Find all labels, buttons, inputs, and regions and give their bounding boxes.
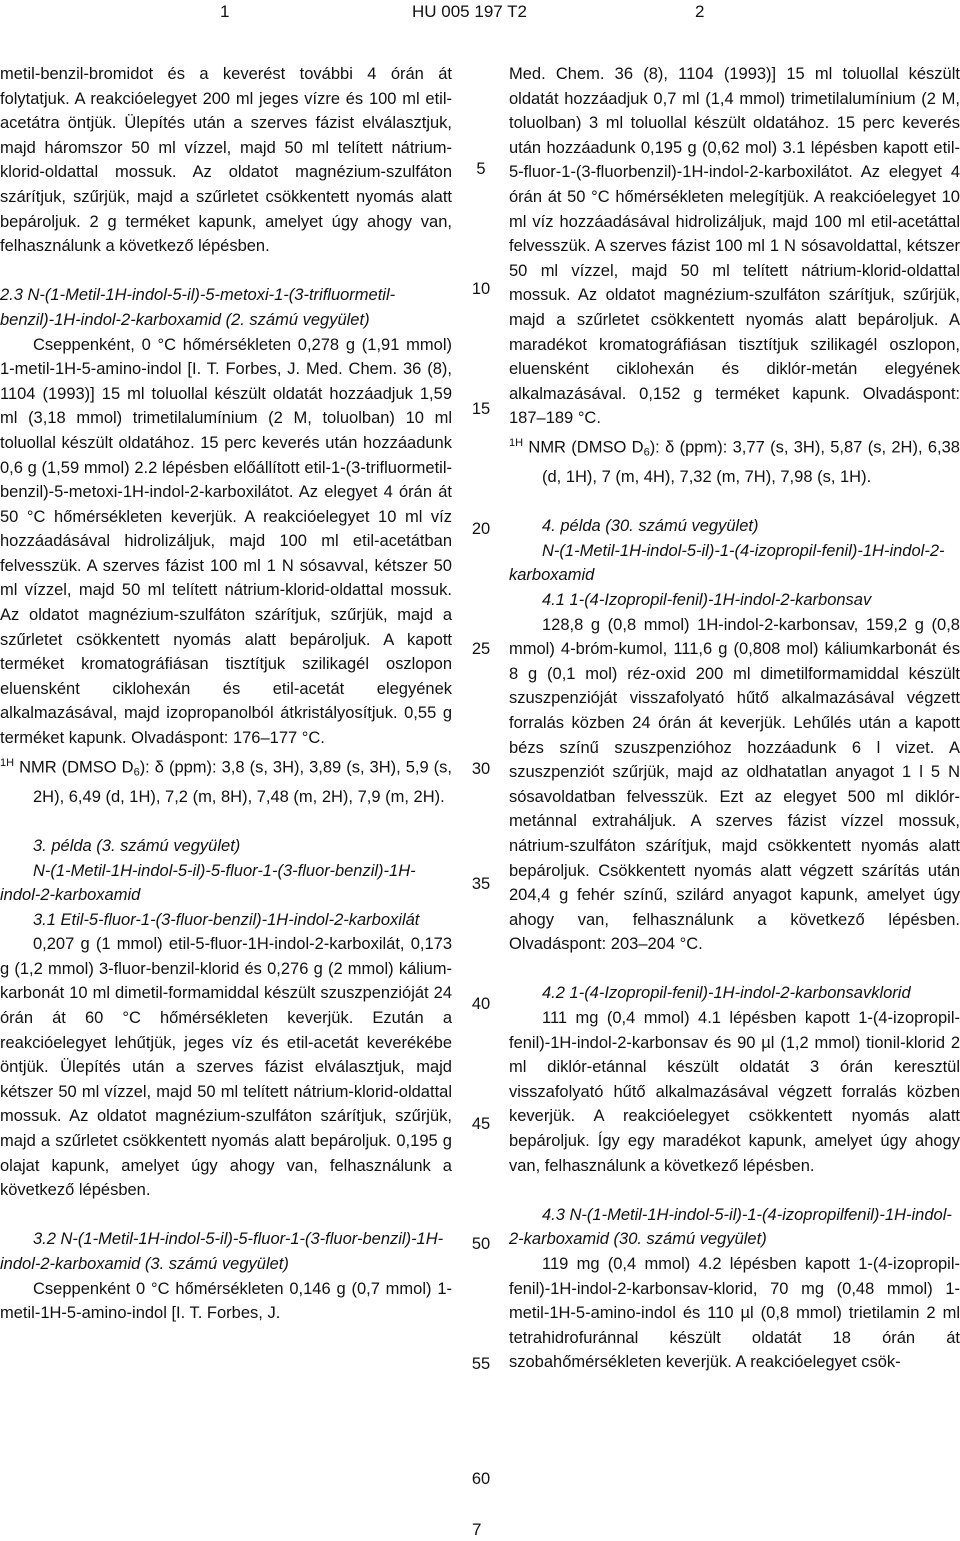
line-number: 50: [471, 1235, 491, 1253]
nmr-data: [509, 431, 960, 490]
line-number: 10: [471, 280, 491, 298]
line-number: 40: [471, 995, 491, 1013]
nmr-subscript: 6: [133, 766, 140, 779]
paragraph: 128,8 g (0,8 mmol) 1H-indol-2-karbonsav, 159,2 g (0,8 mmol) 4-bróm-kumol, 111,6 g (0,808 mol) káliumkarbonát és 8 g (0,1 mol) réz-oxid 200 ml dimetilformamiddal készült szuszpenzióját visszafolyató hűtő alkalmazásával végzett forralás közben 24 órán át keverjük. Lehűlés után a kapott bézs színű szuszpenzióhoz hozzáadunk 6 l vizet. A szuszpenziót szűrjük, majd az oldhatatlan anyagot 1 l 5 N sósavoldatban felvesszük. Ezt az elegyet 500 ml diklór-metánnal extraháljuk. A szerves fázist vízzel mossuk, nátrium-szulfáton szárítjuk, majd csökkentett nyomás alatt bepároljuk. Csökkentett nyomás alatt végzett szárítás után 204,4 g fehér színű, szilárd anyagot kapunk, amelyet úgy ahogy van, felhasználunk a következő lépésben. Olvadáspont: 203–204 °C.: [509, 615, 960, 954]
section-heading: 2.3 N-(1-Metil-1H-indol-5-il)-5-metoxi-1-(3-trifluormetil-benzil)-1H-indol-2-karboxamid (2. számú vegyület): [0, 286, 396, 329]
example-heading: 3. példa (3. számú vegyület): [33, 836, 241, 855]
left-column: [0, 62, 452, 1326]
page-number-right: 2: [695, 2, 705, 21]
nmr-text: ): δ (ppm): 3,8 (s, 3H), 3,89 (s, 3H), 5,9 (s, 2H), 6,49 (d, 1H), 7,2 (m, 8H), 7,48 (m, 2H), 7,9 (m, 2H).: [33, 758, 452, 806]
compound-title: N-(1-Metil-1H-indol-5-il)-5-fluor-1-(3-fluor-benzil)-1H-indol-2-karboxamid: [0, 861, 416, 905]
compound-title: N-(1-Metil-1H-indol-5-il)-1-(4-izopropil-fenil)-1H-indol-2-karboxamid: [509, 541, 945, 585]
nmr-data: [0, 751, 452, 810]
paragraph: metil-benzil-bromidot és a keverést további 4 órán át folytatjuk. A reakcióelegyet 200 ml jeges vízre és 100 ml etil-acetátra öntjük. Ülepítés után a szerves fázist elválasztjuk, majd háromszor 50 ml vízzel, majd 50 ml telített nátrium-klorid-oldattal mossuk. Az oldatot magnézium-szulfáton szárítjuk, szűrjük, majd a szűrletet csökkentett nyomás alatt bepároljuk. 2 g terméket kapunk, amelyet úgy ahogy van, felhasználunk a következő lépésben.: [0, 65, 452, 256]
line-number: 30: [471, 760, 491, 778]
nmr-subscript: 6: [643, 446, 650, 459]
paragraph: 0,207 g (1 mmol) etil-5-fluor-1H-indol-2-karboxilát, 0,173 g (1,2 mmol) 3-fluor-benzil-klorid és 0,276 g (2 mmol) kálium-karbonát 10 ml dimetil-formamiddal készült szuszpenzióját 24 órán át 60 °C hőmérsékleten keverjük. Ezután a reakcióelegyet lehűtjük, jeges víz és etil-acetát keverékébe öntjük. Ülepítés után a szerves fázist elválasztjuk, majd kétszer 50 ml vízzel, majd 50 ml telített nátrium-klorid-oldattal mossuk. Az oldatot magnézium-szulfáton szárítjuk, szűrjük, majd a szűrletet csökkentett nyomás alatt bepároljuk. 0,195 g olajat kapunk, amelyet úgy ahogy van, felhasználunk a következő lépésben.: [0, 935, 452, 1200]
paragraph: 119 mg (0,4 mmol) 4.2 lépésben kapott 1-(4-izopropil-fenil)-1H-indol-2-karbonsav-klorid, 70 mg (0,48 mmol) 1-metil-1H-5-amino-indol és 110 µl (0,8 mmol) trietilamin 2 ml tetrahidrofuránnal készült oldatát 18 órán át szobahőmérsékleten keverjük. A reakcióelegyet csök-: [509, 1255, 960, 1372]
line-number: 55: [471, 1355, 491, 1373]
section-heading: 3.1 Etil-5-fluor-1-(3-fluor-benzil)-1H-indol-2-karboxilát: [33, 910, 420, 929]
section-heading: 3.2 N-(1-Metil-1H-indol-5-il)-5-fluor-1-(3-fluor-benzil)-1H-indol-2-karboxamid (3. számú vegyület): [0, 1230, 444, 1273]
nmr-text: NMR (DMSO D: [523, 438, 644, 457]
page-footer-number: 7: [472, 1520, 482, 1539]
patent-number: HU 005 197 T2: [412, 2, 527, 21]
paragraph: Cseppenként, 0 °C hőmérsékleten 0,278 g (1,91 mmol) 1-metil-1H-5-amino-indol [I. T. Forbes, J. Med. Chem. 36 (8), 1104 (1993)] 15 ml toluollal készült oldatát hozzáadjuk 1,59 ml (3,18 mmol) trimetilalumínium (2 M, toluolban) 10 ml toluollal készült oldatához. 15 perc keverés után hozzáadunk 0,6 g (1,59 mmol) 2.2 lépésben előállított etil-1-(3-trifluormetil-benzil)-5-metoxi-1H-indol-2-karboxilátot. Az elegyet 4 órán át 50 °C hőmérsékleten keverjük. A reakcióelegyet 10 ml víz hozzáadásával hidrolizáljuk, majd 100 ml etil-acetátban felvesszük. A szerves fázist 100 ml 1 N sósavval, kétszer 50 ml vízzel, majd 50 ml telített nátrium-klorid-oldattal mossuk. Az oldatot magnézium-szulfáton szárítjuk, szűrjük, majd a szűrletet csökkentett nyomás alatt bepároljuk. A kapott terméket kromatográfiásan tisztítjuk szilikagél oszlopon eluensként ciklohexán és etil-acetát elegyének alkalmazásával, majd izopropanolból átkristályosítjuk. 0,55 g terméket kapunk. Olvadáspont: 176–177 °C.: [0, 335, 452, 748]
nmr-text: ): δ (ppm): 3,77 (s, 3H), 5,87 (s, 2H), 6,38 (d, 1H), 7 (m, 4H), 7,32 (m, 7H), 7,98 (s, 1H).: [542, 438, 960, 486]
line-number: 5: [476, 160, 486, 178]
example-heading: 4. példa (30. számú vegyület): [542, 517, 759, 536]
line-number: 45: [471, 1115, 491, 1133]
section-heading: 4.2 1-(4-Izopropil-fenil)-1H-indol-2-karbonsavklorid: [542, 984, 911, 1003]
line-number: 15: [471, 400, 491, 418]
line-number: 25: [471, 640, 491, 658]
page-number-left: 1: [220, 2, 230, 21]
line-number: 35: [471, 875, 491, 893]
paragraph: Cseppenként 0 °C hőmérsékleten 0,146 g (0,7 mmol) 1-metil-1H-5-amino-indol [I. T. Forbes, J.: [0, 1279, 452, 1323]
section-heading: 4.1 1-(4-Izopropil-fenil)-1H-indol-2-karbonsav: [542, 590, 872, 609]
nmr-superscript: 1H: [509, 436, 524, 449]
section-heading: 4.3 N-(1-Metil-1H-indol-5-il)-1-(4-izopropilfenil)-1H-indol-2-karboxamid (30. számú vegyület): [509, 1205, 952, 1249]
nmr-text: NMR (DMSO D: [14, 758, 134, 777]
line-number: 20: [471, 520, 491, 538]
paragraph: 111 mg (0,4 mmol) 4.1 lépésben kapott 1-(4-izopropil-fenil)-1H-indol-2-karbonsav és 90 µl (1,2 mmol) tionil-klorid 2 ml diklór-etánnal készült oldatát 3 órán keresztül visszafolyató hűtő alkalmazásával végzett forralás közben keverjük. A reakcióelegyet csökkentett nyomás alatt bepároljuk. Így egy maradékot kapunk, amelyet úgy ahogy van, felhasználunk a következő lépésben.: [509, 1009, 960, 1175]
paragraph: Med. Chem. 36 (8), 1104 (1993)] 15 ml toluollal készült oldatát hozzáadjuk 0,7 ml (1,4 mmol) trimetilalumínium (2 M, toluolban) 3 ml toluollal készült oldatához. 15 perc keverés után hozzáadunk 0,195 g (0,62 mol) 3.1 lépésben kapott etil-5-fluor-1-(3-fluorbenzil)-1H-indol-2-karboxilátot. Az elegyet 4 órán át 50 °C hőmérsékleten melegítjük. A reakcióelegyet 10 ml víz hozzáadásával hidrolizáljuk, majd 100 ml etil-acetáttal felvesszük. A szerves fázist 100 ml 1 N sósavoldattal, kétszer 50 ml vízzel, majd 50 ml telített nátrium-klorid-oldattal mossuk. Az oldatot magnézium-szulfáton szárítjuk, szűrjük, majd a szűrletet csökkentett nyomás alatt bepároljuk. A maradékot kromatográfiásan tisztítjuk szilikagél oszlopon, eluensként ciklohexán és diklór-metán elegyének alkalmazásával. 0,152 g terméket kapunk. Olvadáspont: 187–189 °C.: [509, 65, 960, 428]
nmr-superscript: 1H: [0, 756, 15, 769]
right-column: [509, 62, 960, 1375]
page-header: [0, 0, 960, 30]
line-number: 60: [471, 1470, 491, 1488]
